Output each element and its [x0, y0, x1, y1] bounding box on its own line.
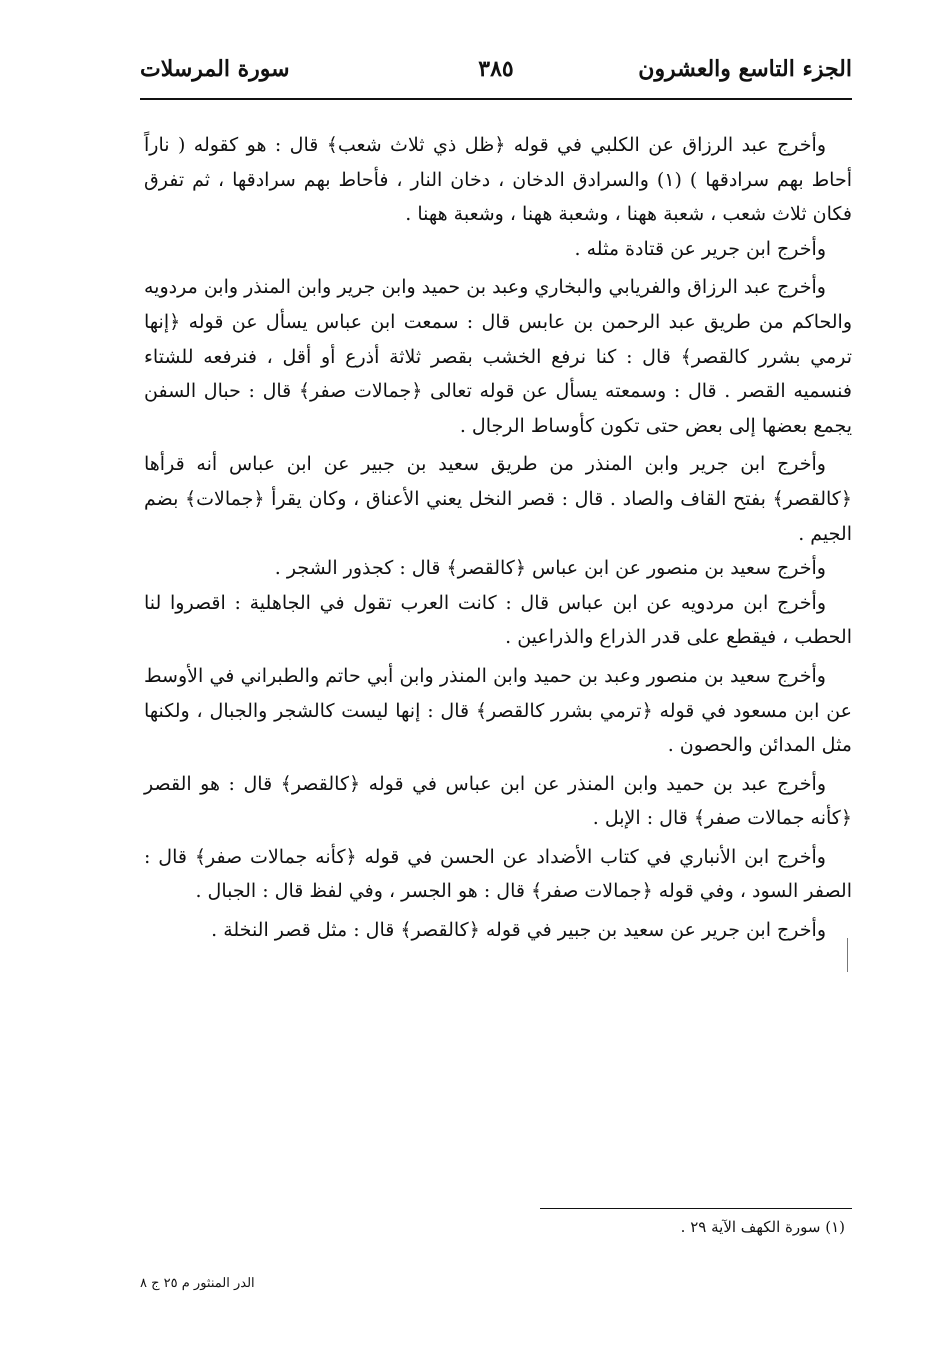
- header-rule: [140, 98, 852, 100]
- page-number: ٣٨٥: [478, 56, 514, 82]
- paragraph-7: وأخرج سعيد بن منصور وعبد بن حميد وابن المنذر وابن أبي حاتم والطبراني في الأوسط عن ابن مسعود في قوله ﴿ترمي بشرر كالقصر﴾ قال : إنها ليست كالشجر والجبال ، ولكنها مثل المدائن والحصون .: [144, 664, 852, 757]
- paragraph-8: وأخرج عبد بن حميد وابن المنذر عن ابن عباس في قوله ﴿كالقصر﴾ قال : هو القصر ﴿كأنه جمالات صفر﴾ قال : الإبل .: [144, 772, 852, 830]
- paragraph-9: وأخرج ابن الأنباري في كتاب الأضداد عن الحسن في قوله ﴿كأنه جمالات صفر﴾ قال : الصفر السود ، وفي قوله ﴿جمالات صفر﴾ قال : هو الجسر ، وفي لفظ قال : الجبال .: [144, 845, 852, 903]
- footnote: (١) سورة الكهف الآية ٢٩ .: [680, 1218, 845, 1236]
- paragraph-10: وأخرج ابن جرير عن سعيد بن جبير في قوله ﴿كالقصر﴾ قال : مثل قصر النخلة .: [211, 919, 826, 942]
- juz-title: الجزء التاسع والعشرون: [638, 56, 852, 82]
- footnote-rule: [540, 1208, 852, 1209]
- margin-mark: [847, 938, 848, 972]
- paragraph-1: وأخرج عبد الرزاق عن الكلبي في قوله ﴿ظل ذي ثلاث شعب﴾ قال : هو كقوله ( ناراً أحاط بهم سرادقها ) (١) والسرادق الدخان ، دخان النار ، فأحاط بهم سرادقها ، ثم تفرق فكان ثلاث شعب ، شعبة ههنا ، وشعبة ههنا ، وشعبة ههنا .: [144, 134, 852, 226]
- surah-title: سورة المرسلات: [140, 56, 290, 82]
- paragraph-6: وأخرج ابن مردويه عن ابن عباس قال : كانت العرب تقول في الجاهلية : اقصروا لنا الحطب ، فيقطع على قدر الذراع والذراعين .: [144, 591, 852, 649]
- paragraph-4: وأخرج ابن جرير وابن المنذر من طريق سعيد بن جبير عن ابن عباس أنه قرأها ﴿كالقصر﴾ بفتح القاف والصاد . قال : قصر النخل يعني الأعناق ، وكان يقرأ ﴿جمالات﴾ بضم الجيم .: [144, 453, 852, 545]
- body-text: [144, 128, 852, 948]
- running-head: [140, 56, 852, 100]
- paragraph-2: وأخرج ابن جرير عن قتادة مثله .: [574, 237, 826, 260]
- paragraph-5: وأخرج سعيد بن منصور عن ابن عباس ﴿كالقصر﴾ قال : كجذور الشجر .: [274, 557, 826, 580]
- paragraph-3: وأخرج عبد الرزاق والفريابي والبخاري وعبد بن حميد وابن جرير وابن المنذر وابن مردويه والحاكم من طريق عبد الرحمن بن عابس قال : سمعت ابن عباس يسأل عن قوله ﴿إنها ترمي بشرر كالقصر﴾ قال : كنا نرفع الخشب بقصر ثلاثة أذرع أو أقل ، فنرفعه للشتاء فنسميه القصر . قال : وسمعته يسأل عن قوله تعالى ﴿جمالات صفر﴾ قال : حبال السفن يجمع بعضها إلى بعض حتى تكون كأوساط الرجال .: [144, 276, 852, 437]
- printer-signature: الدر المنثور م ٢٥ ج ٨: [140, 1276, 255, 1291]
